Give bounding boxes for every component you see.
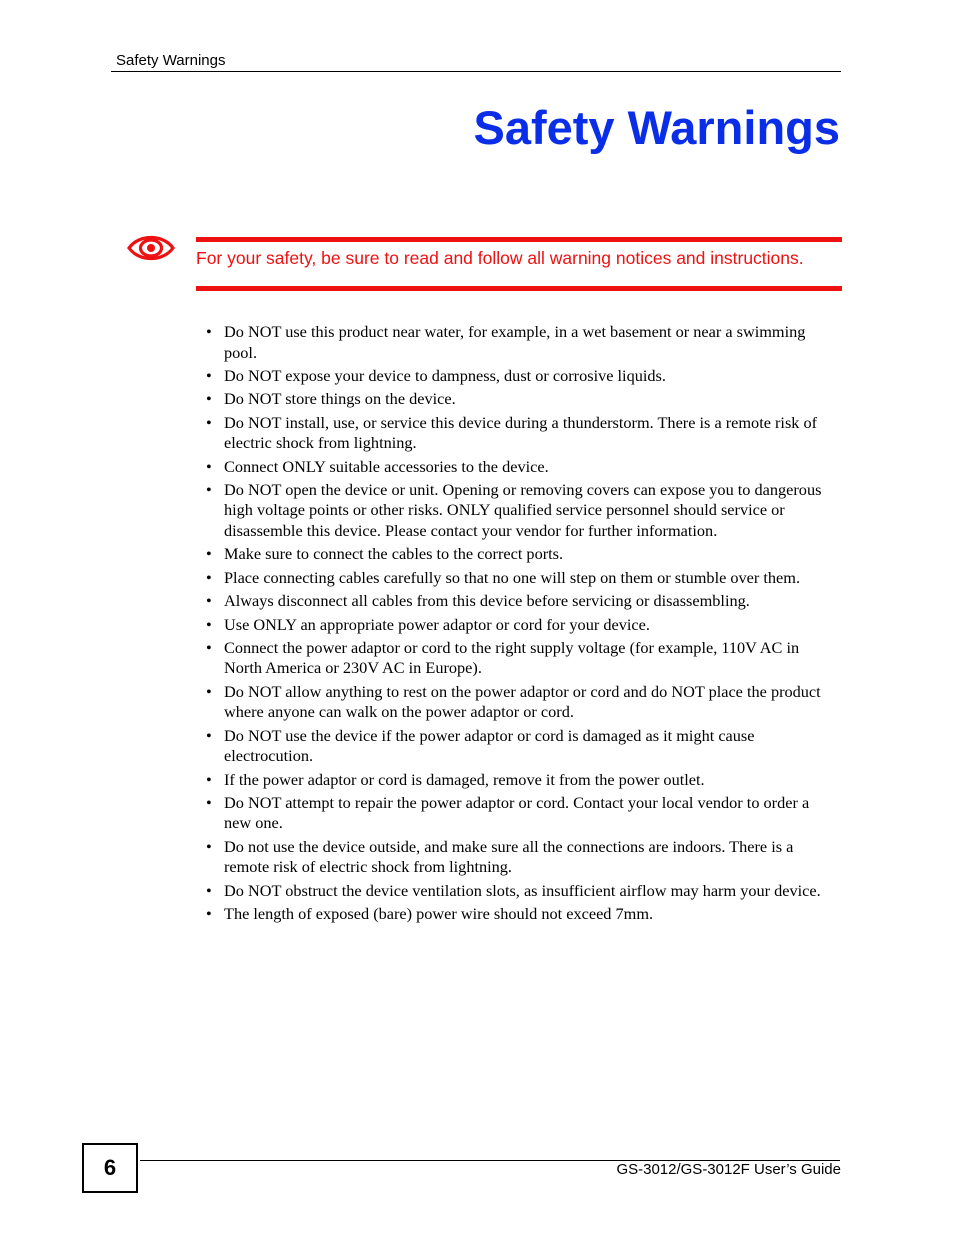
bullet: • <box>206 792 212 812</box>
list-item-text: Do NOT store things on the device. <box>224 389 456 409</box>
list-item-text: Do NOT allow anything to rest on the power adaptor or cord and do NOT place the product where anyone can walk on the power adaptor or cord. <box>224 681 821 722</box>
safety-rules-list <box>206 322 840 928</box>
list-item <box>206 389 840 410</box>
list-item-text: Do NOT expose your device to dampness, dust or corrosive liquids. <box>224 365 666 385</box>
header-rule <box>111 71 841 72</box>
list-item-text: Do NOT use the device if the power adaptor or cord is damaged as it might cause electrocution. <box>224 725 755 766</box>
bullet: • <box>206 456 212 476</box>
list-item-text: Do NOT install, use, or service this device during a thunderstorm. There is a remote risk of electric shock from lightning. <box>224 412 818 453</box>
bullet: • <box>206 544 212 564</box>
bullet: • <box>206 322 212 341</box>
warning-text: For your safety, be sure to read and follow all warning notices and instructions. <box>196 248 804 268</box>
list-item <box>206 591 840 612</box>
bullet: • <box>206 725 212 745</box>
list-item-text: If the power adaptor or cord is damaged, remove it from the power outlet. <box>224 769 705 789</box>
bullet: • <box>206 904 212 924</box>
warning-bar-bottom <box>196 286 842 291</box>
list-item-text: Do NOT obstruct the device ventilation slots, as insufficient airflow may harm your device. <box>224 880 821 900</box>
list-item <box>206 793 840 834</box>
list-item <box>206 322 840 363</box>
bullet: • <box>206 567 212 587</box>
bullet: • <box>206 389 212 409</box>
list-item <box>206 682 840 723</box>
list-item-text: Use ONLY an appropriate power adaptor or cord for your device. <box>224 614 650 634</box>
page-number: 6 <box>103 1155 117 1180</box>
page-number-box <box>82 1143 138 1193</box>
list-item-text: Do not use the device outside, and make sure all the connections are indoors. There is a remote risk of electric shock from lightning. <box>224 836 794 877</box>
list-item <box>206 726 840 767</box>
list-item <box>206 904 840 925</box>
bullet: • <box>206 365 212 385</box>
bullet: • <box>206 836 212 856</box>
list-item <box>206 615 840 636</box>
list-item <box>206 544 840 565</box>
list-item <box>206 837 840 878</box>
list-item-text: Connect the power adaptor or cord to the right supply voltage (for example, 110V AC in North America or 230V AC in Europe). <box>224 637 800 678</box>
list-item-text: Always disconnect all cables from this device before servicing or disassembling. <box>224 591 750 611</box>
bullet: • <box>206 479 212 499</box>
list-item <box>206 881 840 902</box>
list-item-text: Do NOT use this product near water, for example, in a wet basement or near a swimming pool. <box>224 322 806 362</box>
list-item <box>206 770 840 791</box>
page-title: Safety Warnings <box>473 101 840 154</box>
bullet: • <box>206 591 212 611</box>
list-item-text: The length of exposed (bare) power wire should not exceed 7mm. <box>224 904 654 924</box>
bullet: • <box>206 681 212 701</box>
warning-bar-top <box>196 237 842 242</box>
running-header: Safety Warnings <box>116 52 226 69</box>
bullet: • <box>206 412 212 432</box>
list-item-text: Do NOT open the device or unit. Opening or removing covers can expose you to dangerous high voltage points or other risks. ONLY qualified service personnel should service or disassemble this device. Please contact your vendor for further information. <box>224 479 822 540</box>
list-item-text: Make sure to connect the cables to the correct ports. <box>224 544 564 564</box>
bullet: • <box>206 614 212 634</box>
bullet: • <box>206 880 212 900</box>
list-item-text: Place connecting cables carefully so that no one will step on them or stumble over them. <box>224 567 801 587</box>
list-item <box>206 457 840 478</box>
list-item <box>206 638 840 679</box>
list-item-text: Do NOT attempt to repair the power adaptor or cord. Contact your local vendor to order a new one. <box>224 792 810 833</box>
list-item <box>206 568 840 589</box>
eye-icon <box>127 233 175 263</box>
guide-title: GS-3012/GS-3012F User’s Guide <box>616 1161 841 1178</box>
bullet: • <box>206 769 212 789</box>
list-item <box>206 480 840 542</box>
bullet: • <box>206 637 212 657</box>
list-item-text: Connect ONLY suitable accessories to the device. <box>224 456 549 476</box>
list-item <box>206 366 840 387</box>
list-item <box>206 413 840 454</box>
